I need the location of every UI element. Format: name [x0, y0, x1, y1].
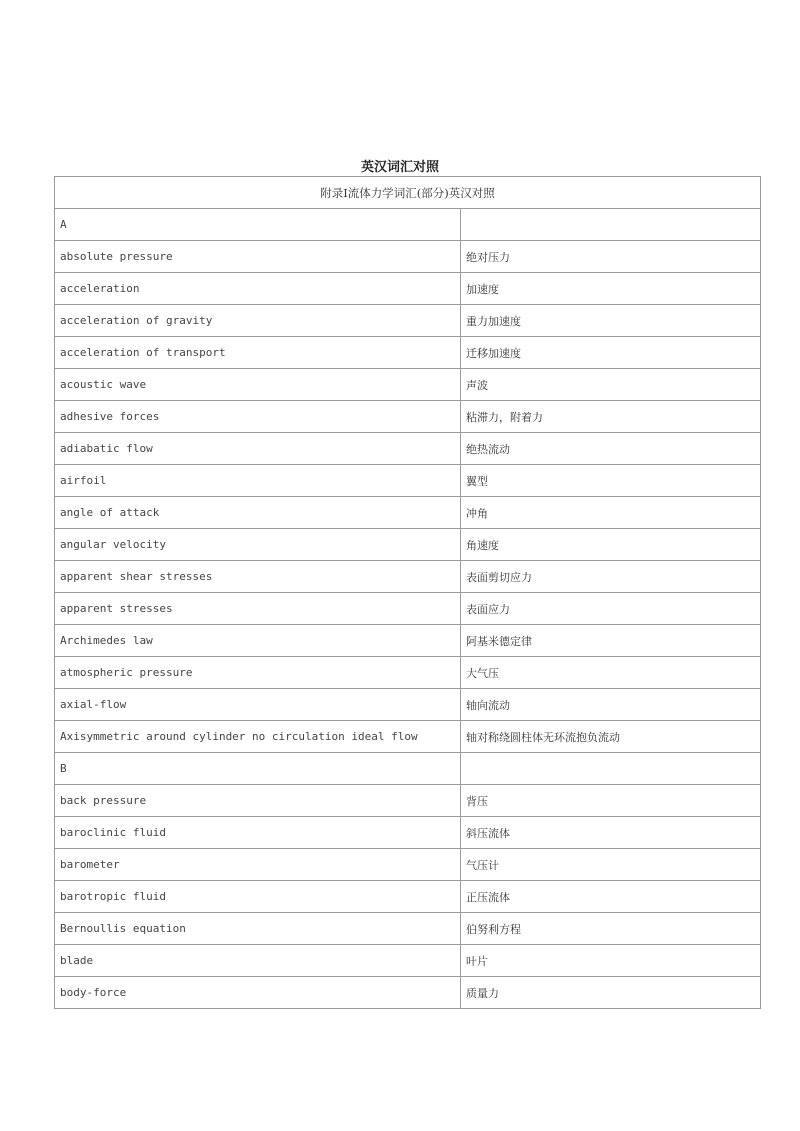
english-term: A: [55, 209, 461, 241]
table-row: [55, 913, 761, 945]
chinese-term: 表面剪切应力: [461, 561, 761, 593]
english-term: B: [55, 753, 461, 785]
chinese-term: 气压计: [461, 849, 761, 881]
english-term: barometer: [55, 849, 461, 881]
english-term: blade: [55, 945, 461, 977]
table-caption: 附录Ⅰ流体力学词汇(部分)英汉对照: [55, 177, 761, 209]
table-row: [55, 465, 761, 497]
english-term: acoustic wave: [55, 369, 461, 401]
chinese-term: 加速度: [461, 273, 761, 305]
table-row: [55, 305, 761, 337]
english-term: absolute pressure: [55, 241, 461, 273]
chinese-term: 斜压流体: [461, 817, 761, 849]
chinese-term: 阿基米德定律: [461, 625, 761, 657]
table-row: [55, 273, 761, 305]
chinese-term: 声波: [461, 369, 761, 401]
english-term: angular velocity: [55, 529, 461, 561]
english-term: Bernoullis equation: [55, 913, 461, 945]
glossary-table: [54, 176, 761, 1009]
chinese-term: 粘滞力，附着力: [461, 401, 761, 433]
glossary-table-body: [55, 177, 761, 1009]
table-row: [55, 657, 761, 689]
table-row: [55, 977, 761, 1009]
chinese-term: [461, 753, 761, 785]
table-row: [55, 689, 761, 721]
english-term: barotropic fluid: [55, 881, 461, 913]
english-term: adiabatic flow: [55, 433, 461, 465]
table-row: [55, 785, 761, 817]
english-term: acceleration of gravity: [55, 305, 461, 337]
chinese-term: 伯努利方程: [461, 913, 761, 945]
table-row: [55, 817, 761, 849]
table-row: [55, 433, 761, 465]
page-title: 英汉词汇对照: [360, 160, 439, 175]
english-term: airfoil: [55, 465, 461, 497]
english-term: acceleration: [55, 273, 461, 305]
chinese-term: 迁移加速度: [461, 337, 761, 369]
chinese-term: 叶片: [461, 945, 761, 977]
chinese-term: 重力加速度: [461, 305, 761, 337]
chinese-term: 表面应力: [461, 593, 761, 625]
chinese-term: [461, 209, 761, 241]
english-term: apparent stresses: [55, 593, 461, 625]
chinese-term: 冲角: [461, 497, 761, 529]
chinese-term: 背压: [461, 785, 761, 817]
chinese-term: 绝热流动: [461, 433, 761, 465]
chinese-term: 翼型: [461, 465, 761, 497]
chinese-term: 质量力: [461, 977, 761, 1009]
table-row: [55, 849, 761, 881]
chinese-term: 角速度: [461, 529, 761, 561]
english-term: axial-flow: [55, 689, 461, 721]
english-term: apparent shear stresses: [55, 561, 461, 593]
chinese-term: 轴向流动: [461, 689, 761, 721]
table-row: [55, 529, 761, 561]
table-row: [55, 497, 761, 529]
table-caption-row: [55, 177, 761, 209]
table-row: [55, 881, 761, 913]
table-row: [55, 209, 761, 241]
english-term: back pressure: [55, 785, 461, 817]
english-term: adhesive forces: [55, 401, 461, 433]
table-row: [55, 721, 761, 753]
english-term: body-force: [55, 977, 461, 1009]
table-row: [55, 593, 761, 625]
chinese-term: 正压流体: [461, 881, 761, 913]
english-term: angle of attack: [55, 497, 461, 529]
english-term: acceleration of transport: [55, 337, 461, 369]
table-row: [55, 945, 761, 977]
table-row: [55, 625, 761, 657]
chinese-term: 绝对压力: [461, 241, 761, 273]
english-term: atmospheric pressure: [55, 657, 461, 689]
table-row: [55, 241, 761, 273]
chinese-term: 轴对称绕圆柱体无环流抱负流动: [461, 721, 761, 753]
english-term: Axisymmetric around cylinder no circulation ideal flow: [55, 721, 461, 753]
english-term: Archimedes law: [55, 625, 461, 657]
table-row: [55, 337, 761, 369]
table-row: [55, 753, 761, 785]
english-term: baroclinic fluid: [55, 817, 461, 849]
table-row: [55, 561, 761, 593]
table-row: [55, 369, 761, 401]
chinese-term: 大气压: [461, 657, 761, 689]
table-row: [55, 401, 761, 433]
